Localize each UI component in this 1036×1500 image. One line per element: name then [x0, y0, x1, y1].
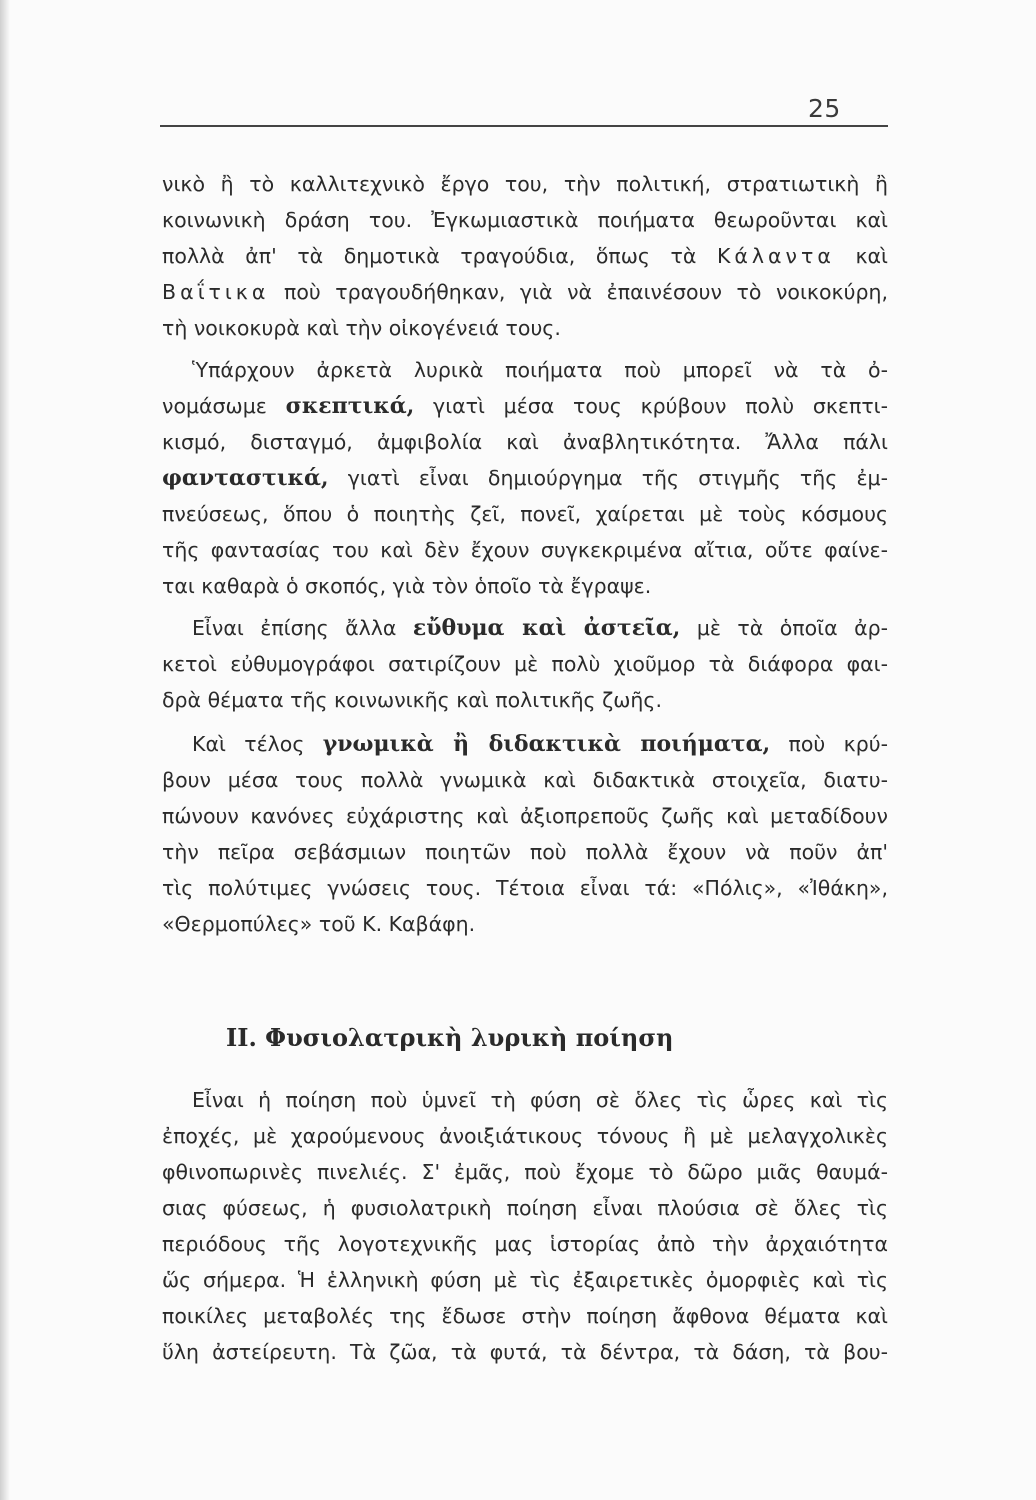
text-line: «Θερμοπύλες» τοῦ Κ. Καβάφη. [162, 912, 476, 936]
text-line: Ὑπάρχουν ἀρκετὰ λυρικὰ ποιήματα ποὺ μπορεῖ νὰ τὰ ὀ- [192, 358, 888, 382]
text-line: σιας φύσεως, ἡ φυσιολατρικὴ ποίηση εἶναι πλούσια σὲ ὅλες τὶς [162, 1196, 888, 1220]
text-line: κετοὶ εὐθυμογράφοι σατιρίζουν μὲ πολὺ χιοῦμορ τὰ διάφορα φαι- [162, 652, 888, 676]
bold-term: εὔθυμα καὶ ἀστεῖα, [412, 615, 681, 641]
text-line: ποικίλες μεταβολές της ἔδωσε στὴν ποίηση ἄφθονα θέματα καὶ [162, 1304, 888, 1328]
text-line: πώνουν κανόνες εὐχάριστης καὶ ἀξιοπρεποῦς ζωῆς καὶ μεταδίδουν [162, 804, 888, 828]
text-line: νικὸ ἢ τὸ καλλιτεχνικὸ ἔργο του, τὴν πολιτική, στρατιωτικὴ ἢ [162, 172, 888, 196]
text-line: Καὶ τέλος γνωμικὰ ἢ διδακτικὰ ποιήματα, ποὺ κρύ- [192, 731, 888, 757]
text-line: ται καθαρὰ ὁ σκοπός, γιὰ τὸν ὁποῖο τὰ ἔγραψε. [162, 574, 652, 598]
text-line: κισμό, δισταγμό, ἀμφιβολία καὶ ἀναβλητικότητα. Ἄλλα πάλι [162, 430, 888, 454]
text-line: τὴν πεῖρα σεβάσμιων ποιητῶν ποὺ πολλὰ ἔχουν νὰ ποῦν ἀπ' [162, 840, 888, 864]
spaced-term: Βαΐτικα [162, 280, 270, 304]
text-line: ὥς σήμερα. Ἡ ἑλληνικὴ φύση μὲ τὶς ἐξαιρετικὲς ὀμορφιὲς καὶ τὶς [162, 1268, 888, 1292]
text-line: τῆς φαντασίας του καὶ δὲν ἔχουν συγκεκριμένα αἴτια, οὔτε φαίνε- [162, 538, 888, 562]
text-line: φανταστικά, γιατὶ εἶναι δημιούργημα τῆς στιγμῆς τῆς ἐμ- [162, 465, 888, 491]
text-line: ὕλη ἀστείρευτη. Τὰ ζῶα, τὰ φυτά, τὰ δέντρα, τὰ δάση, τὰ βου- [162, 1340, 888, 1364]
text-line: πνεύσεως, ὅπου ὁ ποιητὴς ζεῖ, πονεῖ, χαίρεται μὲ τοὺς κόσμους [162, 502, 888, 526]
text-line: νομάσωμε σκεπτικά, γιατὶ μέσα τους κρύβουν πολὺ σκεπτι- [162, 393, 889, 419]
section-heading: II. Φυσιολατρικὴ λυρικὴ ποίηση [226, 1023, 674, 1052]
text-line: τὶς πολύτιμες γνώσεις τους. Τέτοια εἶναι τά: «Πόλις», «Ἰθάκη», [162, 876, 888, 900]
text-line: βουν μέσα τους πολλὰ γνωμικὰ καὶ διδακτικὰ στοιχεῖα, διατυ- [162, 768, 888, 792]
text-line: δρὰ θέματα τῆς κοινωνικῆς καὶ πολιτικῆς ζωῆς. [162, 688, 662, 712]
text-line: τὴ νοικοκυρὰ καὶ τὴν οἰκογένειά τους. [162, 316, 561, 340]
text-line: πολλὰ ἀπ' τὰ δημοτικὰ τραγούδια, ὅπως τὰ Κάλαντα καὶ [162, 244, 888, 268]
text-line: Βαΐτικα ποὺ τραγουδήθηκαν, γιὰ νὰ ἐπαινέσουν τὸ νοικοκύρη, [162, 280, 888, 304]
text-line: Εἶναι ἐπίσης ἄλλα εὔθυμα καὶ ἀστεῖα, μὲ τὰ ὁποῖα ἀρ- [192, 615, 888, 641]
text-line: Εἶναι ἡ ποίηση ποὺ ὑμνεῖ τὴ φύση σὲ ὅλες τὶς ὧρες καὶ τὶς [192, 1088, 888, 1112]
text-line: ἐποχές, μὲ χαρούμενους ἀνοιξιάτικους τόνους ἢ μὲ μελαγχολικὲς [162, 1124, 888, 1148]
page-number: 25 [808, 94, 841, 123]
spaced-term: Κάλαντα [716, 244, 835, 268]
text-line: φθινοπωρινὲς πινελιές. Σ' ἐμᾶς, ποὺ ἔχομε τὸ δῶρο μιᾶς θαυμά- [162, 1160, 888, 1184]
bold-term: σκεπτικά, [285, 393, 415, 419]
header-rule [160, 125, 888, 127]
text-line: περιόδους τῆς λογοτεχνικῆς μας ἱστορίας ἀπὸ τὴν ἀρχαιότητα [162, 1232, 888, 1256]
bold-term: φανταστικά, [162, 465, 329, 491]
bold-term: γνωμικὰ ἢ διδακτικὰ ποιήματα, [322, 731, 771, 757]
text-line: κοινωνικὴ δράση του. Ἐγκωμιαστικὰ ποιήματα θεωροῦνται καὶ [162, 208, 888, 232]
page-edge-shadow [0, 0, 10, 1500]
